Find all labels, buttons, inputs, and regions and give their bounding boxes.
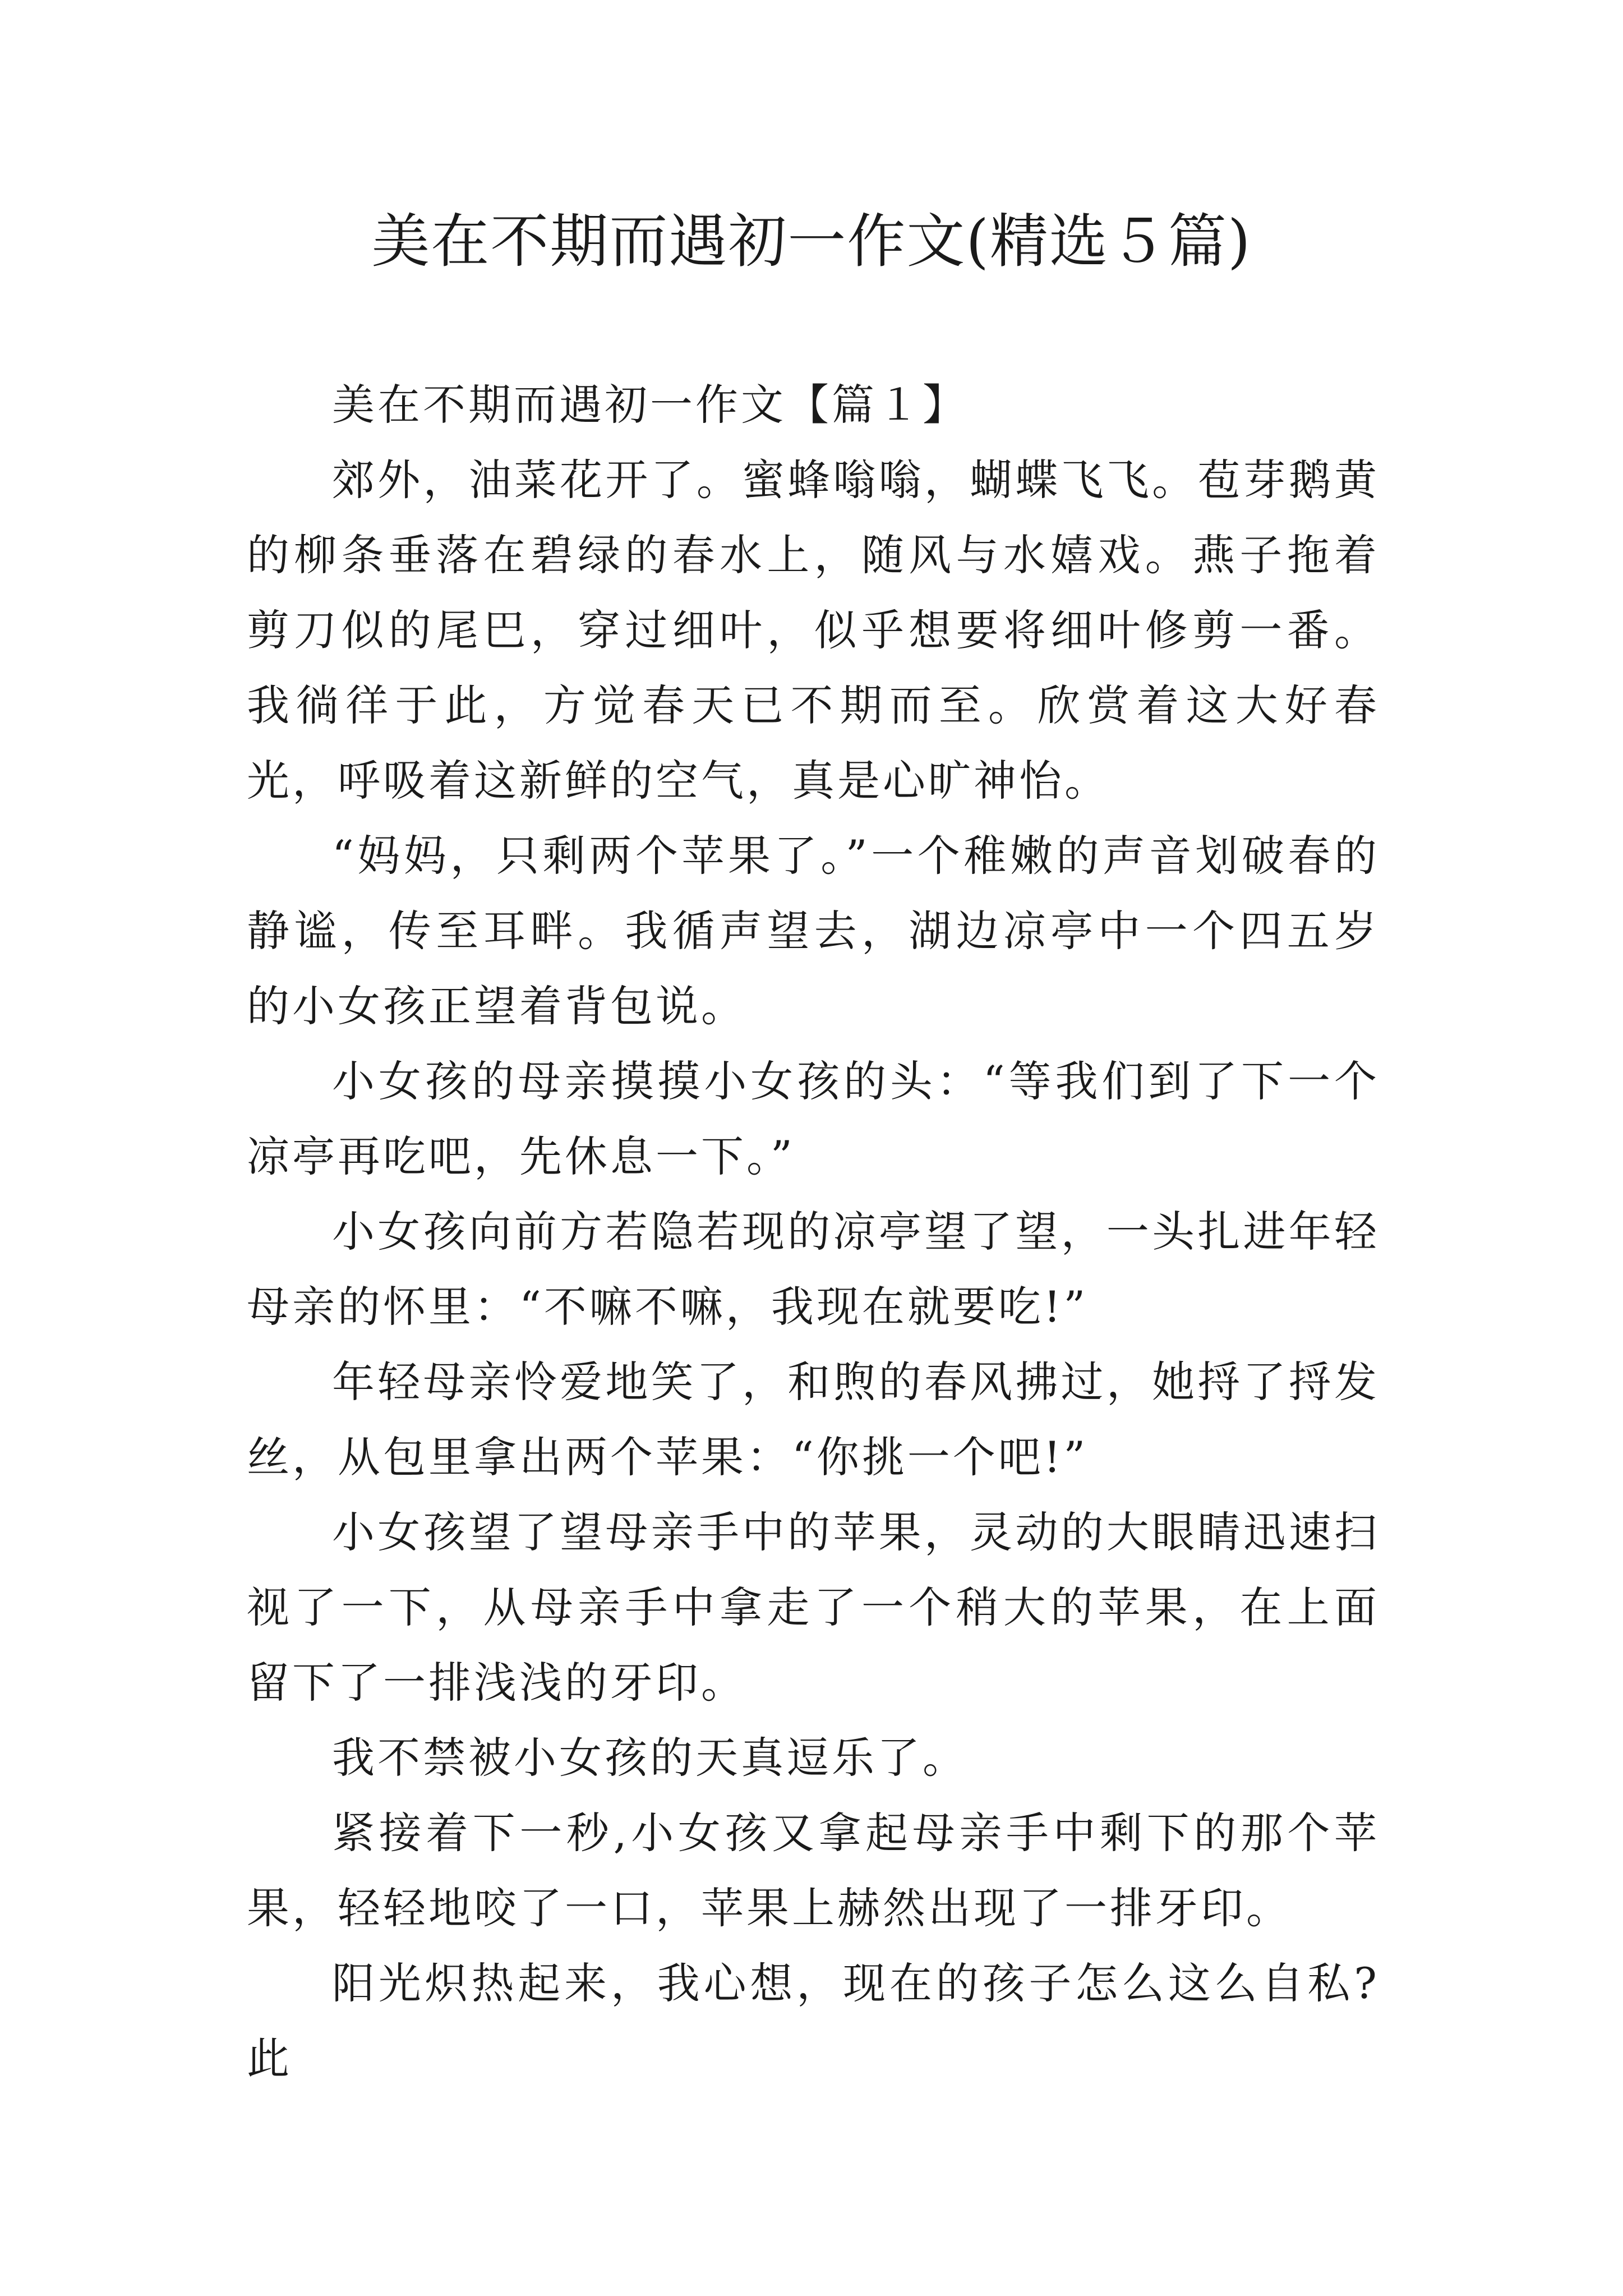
paragraph: “妈妈，只剩两个苹果了。”一个稚嫩的声音划破春的静谧，传至耳畔。我循声望去，湖边凉亭中一个四五岁的小女孩正望着背包说。 bbox=[247, 831, 1380, 1031]
document-title: 美在不期而遇初一作文(精选５篇) bbox=[371, 207, 1252, 275]
paragraph: 小女孩的母亲摸摸小女孩的头：“等我们到了下一个凉亭再吃吧，先休息一下。” bbox=[247, 1056, 1380, 1181]
paragraph: 阳光炽热起来，我心想，现在的孩子怎么这么自私?此 bbox=[247, 1958, 1380, 2083]
document-body bbox=[247, 367, 1380, 2096]
paragraph: 小女孩望了望母亲手中的苹果，灵动的大眼睛迅速扫视了一下，从母亲手中拿走了一个稍大的苹果，在上面留下了一排浅浅的牙印。 bbox=[247, 1507, 1380, 1708]
paragraph: 我不禁被小女孩的天真逗乐了。 bbox=[332, 1733, 968, 1783]
paragraph: 紧接着下一秒,小女孩又拿起母亲手中剩下的那个苹果，轻轻地咬了一口，苹果上赫然出现了一排牙印。 bbox=[247, 1808, 1380, 1933]
paragraph: 小女孩向前方若隐若现的凉亭望了望，一头扎进年轻母亲的怀里：“不嘛不嘛，我现在就要吃!” bbox=[247, 1207, 1380, 1332]
section-heading: 美在不期而遇初一作文【篇１】 bbox=[332, 380, 968, 430]
paragraph: 郊外，油菜花开了。蜜蜂嗡嗡，蝴蝶飞飞。苞芽鹅黄的柳条垂落在碧绿的春水上，随风与水嬉戏。燕子拖着剪刀似的尾巴，穿过细叶，似乎想要将细叶修剪一番。我徜徉于此，方觉春天已不期而至。欣赏着这大好春光，呼吸着这新鲜的空气，真是心旷神怡。 bbox=[247, 455, 1380, 806]
paragraph: 年轻母亲怜爱地笑了，和煦的春风拂过，她捋了捋发丝，从包里拿出两个苹果：“你挑一个吧!” bbox=[247, 1357, 1380, 1482]
